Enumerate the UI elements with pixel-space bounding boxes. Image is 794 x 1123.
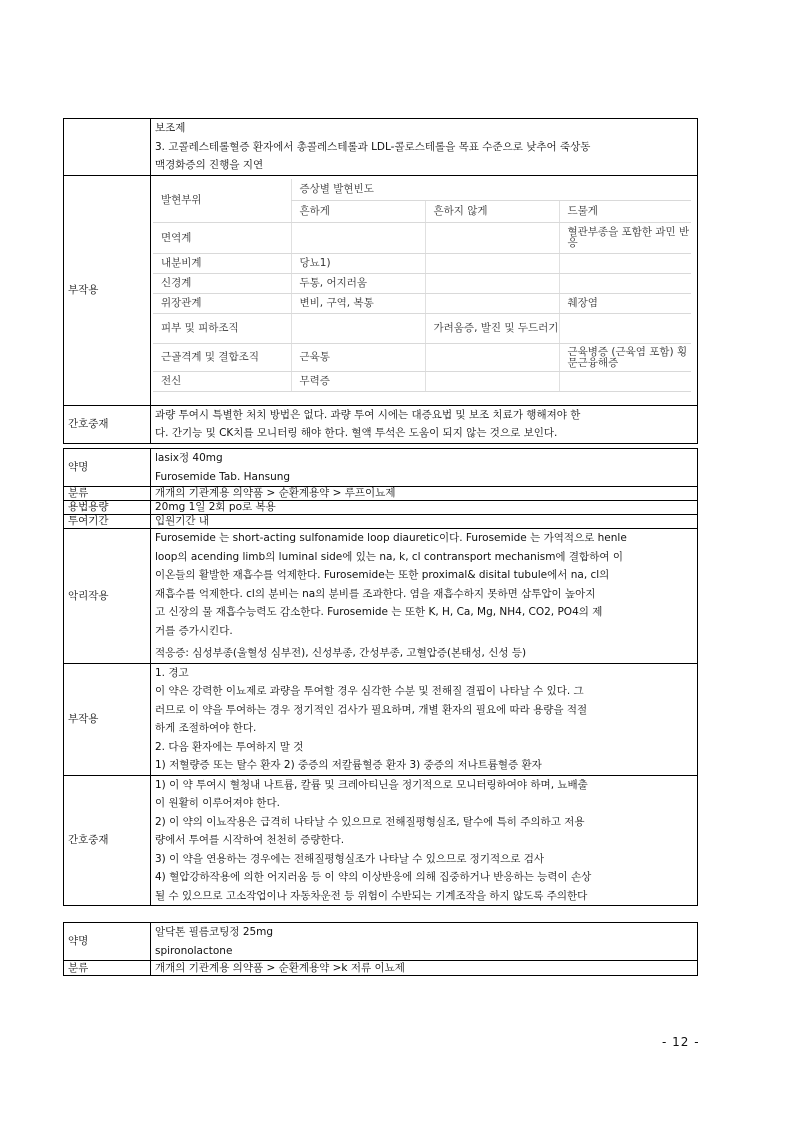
text-line: 재흡수를 억제한다. cl의 분비는 na의 분비를 조과한다. 염을 재흡수하지 못하면 삼투압이 높아지 <box>155 587 596 600</box>
header-uncommon: 흔하지 않게 <box>425 201 559 223</box>
category-row <box>64 487 698 501</box>
text-line: 하게 조절하여야 한다. <box>155 722 257 734</box>
text-line: 1) 저혈량증 또는 탈수 환자 2) 중증의 저칼륨혈증 환자 3) 중증의 저나트륨혈증 환자 <box>155 759 542 771</box>
se-uncommon <box>425 274 559 294</box>
nursing-row <box>64 775 698 906</box>
se-rare <box>559 274 691 294</box>
indication-text <box>151 119 698 176</box>
se-common: 두통, 어지러움 <box>291 274 425 294</box>
text-line: 4) 혈압강하작용에 의한 어지러움 등 이 약의 이상반응에 의해 집중하거나 반응하는 능력이 손상 <box>155 871 592 883</box>
se-row <box>153 344 691 372</box>
nursing-text <box>151 405 698 443</box>
se-site: 내분비계 <box>153 254 291 274</box>
nursing-row <box>64 405 698 443</box>
side-effects-frequency-table <box>153 179 691 393</box>
side-effects-cell <box>151 175 698 405</box>
side-effects-label: 부작용 <box>64 175 151 405</box>
text-line: 2. 다음 환자에는 투여하지 말 것 <box>155 740 304 753</box>
text-line: 거를 증가시킨다. <box>155 624 233 637</box>
text-line: 알닥톤 필름코팅정 25mg <box>155 926 274 938</box>
se-site: 전신 <box>153 372 291 392</box>
category-text: 개개의 기관계용 의약품 > 순환계용약 > 루프이뇨제 <box>151 487 698 501</box>
text-line: 러므로 이 약을 투여하는 경우 정기적인 검사가 필요하며, 개별 환자의 필요에 따라 용량을 적절 <box>155 703 588 716</box>
text-line: loop의 acending limb의 luminal side에 있는 na, k, cl contransport mechanism에 결합하여 이 <box>155 550 623 563</box>
se-site: 신경계 <box>153 274 291 294</box>
se-row <box>153 223 691 254</box>
text-line: 3. 고콜레스테롤혈증 환자에서 총콜레스테롤과 LDL-콜로스테롤을 목표 수준으로 낮추어 죽상동 <box>155 140 591 153</box>
adverse-label: 부작용 <box>64 663 151 775</box>
indication-row <box>64 119 698 176</box>
text-line: 1) 이 약 투여시 혈청내 나트륨, 칼륨 및 크레아티닌을 정기적으로 모니터링하여야 하며, 뇨배출 <box>155 778 588 791</box>
text-line: 3) 이 약을 연용하는 경우에는 전해질평형실조가 나타날 수 있으므로 정기적으로 검사 <box>155 852 545 865</box>
text-line: 다. 간기능 및 CK치를 모니터링 해야 한다. 혈액 투석은 도움이 되지 않는 것으로 보인다. <box>155 427 558 439</box>
nursing-label: 간호중재 <box>64 405 151 443</box>
se-common <box>291 223 425 254</box>
se-uncommon <box>425 294 559 314</box>
se-site: 위장관계 <box>153 294 291 314</box>
drug-name-row <box>64 923 698 961</box>
nursing-label: 간호중재 <box>64 775 151 906</box>
text-line: 이 원활히 이루어져야 한다. <box>155 797 280 809</box>
dosage-label: 용법용량 <box>64 501 151 515</box>
se-uncommon <box>425 372 559 392</box>
text-line: 고 신장의 물 재흡수능력도 감소한다. Furosemide 는 또한 K, H, Ca, Mg, NH4, CO2, PO4의 제 <box>155 606 603 618</box>
se-common <box>291 314 425 344</box>
text-line: 맥경화증의 진행을 지연 <box>155 159 264 171</box>
se-common: 당뇨1) <box>291 254 425 274</box>
period-label: 투여기간 <box>64 515 151 529</box>
header-site: 발현부위 <box>153 179 291 223</box>
drug-name-label: 약명 <box>64 923 151 961</box>
se-row <box>153 314 691 344</box>
text-line: 과량 투여시 특별한 처치 방법은 없다. 과량 투여 시에는 대증요법 및 보조 치료가 행해져야 한 <box>155 408 581 421</box>
dosage-row <box>64 501 698 515</box>
se-rare: 혈관부종을 포함한 과민 반응 <box>559 223 691 254</box>
se-rare <box>559 372 691 392</box>
text-line: 이온들의 활발한 재흡수를 억제한다. Furosemide는 또한 proximal& disital tubule에서 na, cl의 <box>155 569 610 581</box>
header-rare: 드물게 <box>559 201 691 223</box>
nursing-text <box>151 775 698 906</box>
se-rare: 췌장염 <box>559 294 691 314</box>
text-line: 1. 경고 <box>155 666 189 679</box>
se-rare <box>559 254 691 274</box>
statin-continuation-table <box>63 118 698 444</box>
se-site: 피부 및 피하조직 <box>153 314 291 344</box>
row-label <box>64 119 151 176</box>
category-text: 개개의 기관계용 의약품 > 순환계용약 >k 저류 이뇨제 <box>151 961 698 976</box>
text-line: 2) 이 약의 이뇨작용은 급격히 나타날 수 있으므로 전해질평형실조, 탈수에 특히 주의하고 저용 <box>155 815 585 828</box>
aldactone-drug-table <box>63 922 698 976</box>
category-row <box>64 961 698 976</box>
se-uncommon <box>425 254 559 274</box>
se-row <box>153 254 691 274</box>
drug-name-text <box>151 449 698 487</box>
se-row <box>153 294 691 314</box>
header-frequency: 증상별 발현빈도 <box>291 179 691 201</box>
se-site: 면역계 <box>153 223 291 254</box>
se-uncommon: 가려움증, 발진 및 두드러기 <box>425 314 559 344</box>
pharmacology-label: 악리작용 <box>64 529 151 664</box>
category-label: 분류 <box>64 961 151 976</box>
indication-line: 적응증: 심성부종(울혈성 심부전), 신성부종, 간성부종, 고혈압증(본태성, 신성 등) <box>155 647 527 659</box>
se-rare <box>559 314 691 344</box>
adverse-row <box>64 663 698 775</box>
text-line: spironolactone <box>155 944 233 957</box>
period-text: 입원기간 내 <box>151 515 698 529</box>
page-number: - 12 - <box>662 1035 700 1049</box>
text-line: 량에서 투여를 시작하여 천천히 증량한다. <box>155 834 345 846</box>
text-line: lasix정 40mg <box>155 452 223 464</box>
se-rare: 근육병증 (근육염 포함) 횡문근융해증 <box>559 344 691 372</box>
drug-name-label: 약명 <box>64 449 151 487</box>
se-site: 근골격계 및 결합조직 <box>153 344 291 372</box>
text-line: Furosemide Tab. Hansung <box>155 470 291 483</box>
period-row <box>64 515 698 529</box>
category-label: 분류 <box>64 487 151 501</box>
drug-name-text <box>151 923 698 961</box>
text-line: 이 약은 강력한 이뇨제로 과량을 투여할 경우 심각한 수분 및 전해질 결핍이 나타날 수 있다. 그 <box>155 685 584 697</box>
text-line: 될 수 있으므로 고소작업이나 자동차운전 등 위험이 수반되는 기계조작을 하지 않도록 주의한다 <box>155 889 588 902</box>
se-row <box>153 274 691 294</box>
drug-name-row <box>64 449 698 487</box>
pharmacology-row <box>64 529 698 664</box>
se-common: 무력증 <box>291 372 425 392</box>
text-line: 보조제 <box>155 122 186 134</box>
se-uncommon <box>425 344 559 372</box>
side-effects-row <box>64 175 698 405</box>
text-line: Furosemide 는 short-acting sulfonamide loop diauretic이다. Furosemide 는 가역적으로 henle <box>155 532 627 544</box>
lasix-drug-table <box>63 448 698 906</box>
se-common: 변비, 구역, 복통 <box>291 294 425 314</box>
pharmacology-text <box>151 529 698 664</box>
header-common: 흔하게 <box>291 201 425 223</box>
se-uncommon <box>425 223 559 254</box>
dosage-text: 20mg 1일 2회 po로 복용 <box>151 501 698 515</box>
se-common: 근육통 <box>291 344 425 372</box>
adverse-text <box>151 663 698 775</box>
se-row <box>153 372 691 392</box>
